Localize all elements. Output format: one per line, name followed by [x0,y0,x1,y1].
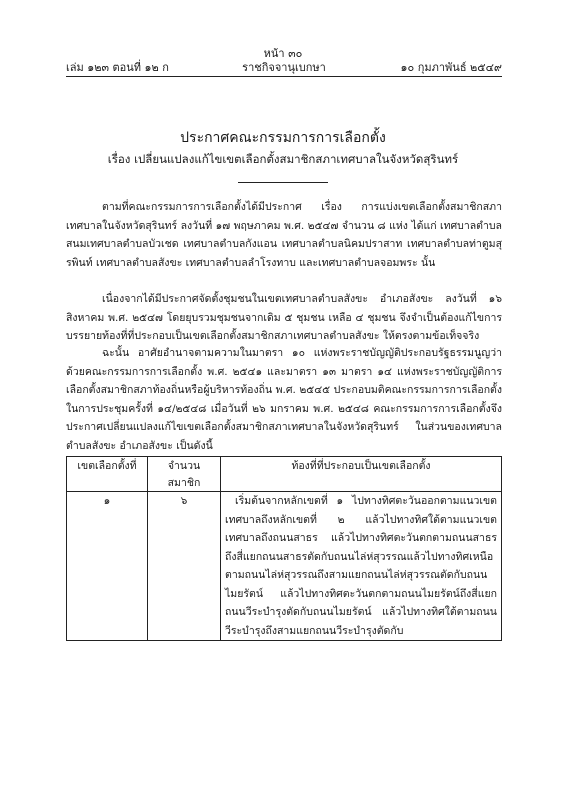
document-title: ประกาศคณะกรรมการการเลือกตั้ง [180,130,386,146]
issue-date: ๑๐ กุมภาพันธ์ ๒๕๔๙ [400,61,502,74]
district-area-description: เริ่มต้นจากหลักเขตที่ ๑ ไปทางทิศตะวันออกตามแนวเขตเทศบาลถึงหลักเขตที่ ๒ แล้วไปทางทิศใต้ตามแนวเขตเทศบาลถึงถนนสาธร แล้วไปทางทิศตะวันตกตามถนนสาธรถึงสี่แยกถนนสาธรตัดกับถนนไล่ห่สุวรรณแล้วไปทางทิศเหนือตามถนนไล่ห่สุวรรณถึงสามแยกถนนไล่ห่สุวรรณตัดกับถนนไมยรัตน์ แล้วไปทางทิศตะวันตกตามถนนไมยรัตน์ถึงสี่แยกถนนวีระบำรุงตัดกับถนนไมยรัตน์ แล้วไปทางทิศใต้ตามถนนวีระบำรุงถึงสามแยกถนนวีระบำรุงตัดกับ [221,492,502,641]
member-count: ๖ [148,492,221,641]
table-row [67,492,502,641]
district-table [66,456,502,641]
title-divider [238,182,328,183]
paragraph-authority: ฉะนั้น อาศัยอำนาจตามความในมาตรา ๑๐ แห่งพระราชบัญญัติประกอบรัฐธรรมนูญว่าด้วยคณะกรรมการการเลือกตั้ง พ.ศ. ๒๕๔๑ และมาตรา ๑๓ มาตรา ๑๔ แห่งพระราชบัญญัติการเลือกตั้งสมาชิกสภาท้องถิ่นหรือผู้บริหารท้องถิ่น พ.ศ. ๒๕๔๕ ประกอบมติคณะกรรมการการเลือกตั้ง ในการประชุมครั้งที่ ๑๔/๒๕๔๘ เมื่อวันที่ ๒๖ มกราคม พ.ศ. ๒๕๔๘ คณะกรรมการการเลือกตั้งจึงประกาศเปลี่ยนแปลงแก้ไขเขตเลือกตั้งสมาชิกสภาเทศบาลในจังหวัดสุรินทร์ ในส่วนของเทศบาลตำบลสังขะ อำเภอสังขะ เป็นดังนี้ [66,347,502,452]
gazette-name: ราชกิจจานุเบกษา [242,61,326,74]
table-header-row [67,457,502,492]
header-rule [66,76,502,77]
header-district: เขตเลือกตั้งที่ [67,457,148,492]
page-number: หน้า ๓๐ [263,47,303,60]
document-subject: เรื่อง เปลี่ยนแปลงแก้ไขเขตเลือกตั้งสมาชิกสภาเทศบาลในจังหวัดสุรินทร์ [107,152,459,166]
district-number: ๑ [67,492,148,641]
paragraph-reason: เนื่องจากได้มีประกาศจัดตั้งชุมชนในเขตเทศบาลตำบลสังขะ อำเภอสังขะ ลงวันที่ ๑๖ สิงหาคม พ.ศ. ๒๕๔๗ โดยยุบรวมชุมชนจากเดิม ๕ ชุมชน เหลือ ๔ ชุมชน จึงจำเป็นต้องแก้ไขการบรรยายท้องที่ที่ประกอบเป็นเขตเลือกตั้งสมาชิกสภาเทศบาลตำบลสังขะ ให้ตรงตามข้อเท็จจริง [66,293,502,342]
running-header [66,58,502,74]
header-members: จำนวนสมาชิก [148,457,221,492]
header-area: ท้องที่ที่ประกอบเป็นเขตเลือกตั้ง [221,457,502,492]
volume-label: เล่ม ๑๒๓ ตอนที่ ๑๒ ก [66,61,169,74]
paragraph-background: ตามที่คณะกรรมการการเลือกตั้งได้มีประกาศ เรื่อง การแบ่งเขตเลือกตั้งสมาชิกสภาเทศบาลในจังหวัดสุรินทร์ ลงวันที่ ๑๗ พฤษภาคม พ.ศ. ๒๕๔๗ จำนวน ๘ แห่ง ได้แก่ เทศบาลตำบลสนมเทศบาลตำบลบัวเชด เทศบาลตำบลกังแอน เทศบาลตำบลนิคมปราสาท เทศบาลตำบลท่าตูมสุรพินท์ เทศบาลตำบลสังขะ เทศบาลตำบลลำโรงทาบ และเทศบาลตำบลจอมพระ นั้น [66,201,502,269]
